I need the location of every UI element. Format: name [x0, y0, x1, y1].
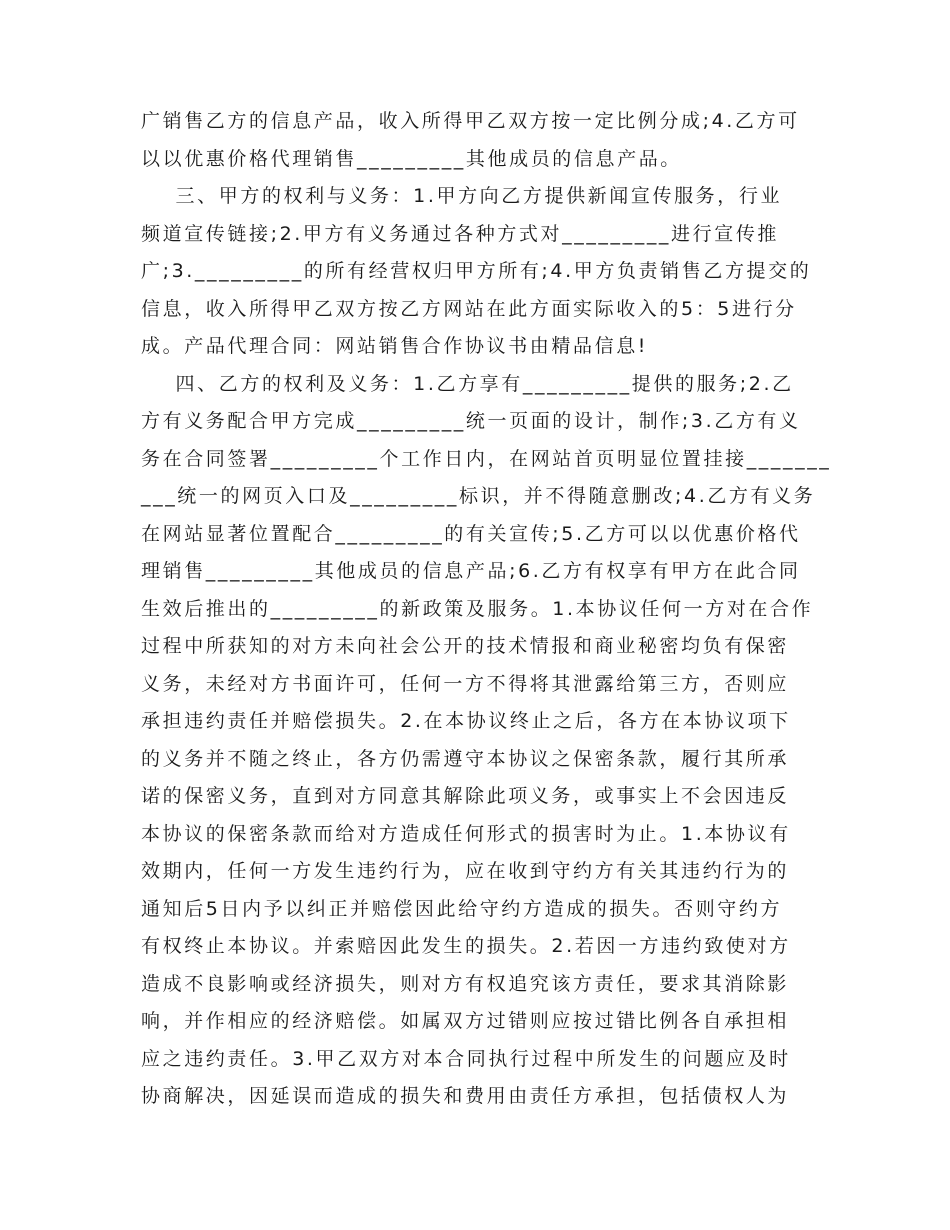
- text-line: 务在合同签署_________个工作日内，在网站首页明显位置挂接_______: [141, 447, 832, 470]
- text-line: 有权终止本协议。并索赔因此发生的损失。2.若因一方违约致使对方: [141, 935, 791, 957]
- text-line: 以以优惠价格代理销售_________其他成员的信息产品。: [141, 147, 682, 170]
- text-line: 本协议的保密条款而给对方造成任何形式的损害时为止。1.本协议有: [141, 822, 791, 845]
- text-line: 生效后推出的_________的新政策及服务。1.本协议任何一方对在合作: [141, 597, 814, 620]
- contract-body-text: [141, 103, 832, 1116]
- text-line: 通知后5日内予以纠正并赔偿因此给守约方造成的损失。否则守约方: [141, 897, 783, 920]
- text-line: 广销售乙方的信息产品，收入所得甲乙双方按一定比例分成;4.乙方可: [141, 110, 800, 132]
- text-line: 响，并作相应的经济赔偿。如属双方过错则应按过错比例各自承担相: [141, 1010, 790, 1032]
- text-line: 承担违约责任并赔偿损失。2.在本协议终止之后，各方在本协议项下: [141, 710, 791, 732]
- text-line: 诺的保密义务，直到对方同意其解除此项义务，或事实上不会因违反: [141, 785, 790, 807]
- text-line: 信息，收入所得甲乙双方按乙方网站在此方面实际收入的5：5进行分: [141, 297, 797, 320]
- text-line: 三、甲方的权利与义务：1.甲方向乙方提供新闻宣传服务，行业: [141, 185, 783, 207]
- text-line: 方有义务配合甲方完成_________统一页面的设计，制作;3.乙方有义: [141, 410, 801, 432]
- text-line: 广;3._________的所有经营权归甲方所有;4.甲方负责销售乙方提交的: [141, 260, 812, 282]
- text-line: 造成不良影响或经济损失，则对方有权追究该方责任，要求其消除影: [141, 972, 790, 995]
- text-line: 过程中所获知的对方未向社会公开的技术情报和商业秘密均负有保密: [141, 635, 790, 657]
- text-line: 协商解决，因延误而造成的损失和费用由责任方承担，包括债权人为: [141, 1085, 790, 1107]
- text-line: ___统一的网页入口及_________标识，并不得随意删改;4.乙方有义务: [141, 485, 816, 507]
- text-line: 频道宣传链接;2.甲方有义务通过各种方式对_________进行宣传推: [141, 222, 780, 245]
- text-line: 义务，未经对方书面许可，任何一方不得将其泄露给第三方，否则应: [141, 672, 790, 695]
- text-line: 应之违约责任。3.甲乙双方对本合同执行过程中所发生的问题应及时: [141, 1047, 791, 1070]
- text-line: 效期内，任何一方发生违约行为，应在收到守约方有关其违约行为的: [141, 860, 790, 882]
- text-line: 成。产品代理合同：网站销售合作协议书由精品信息!: [141, 335, 649, 357]
- text-line: 的义务并不随之终止，各方仍需遵守本协议之保密条款，履行其所承: [141, 747, 790, 770]
- text-line: 四、乙方的权利及义务：1.乙方享有_________提供的服务;2.乙: [141, 372, 794, 395]
- text-line: 理销售_________其他成员的信息产品;6.乙方有权享有甲方在此合同: [141, 560, 801, 582]
- text-line: 在网站显著位置配合_________的有关宣传;5.乙方可以以优惠价格代: [141, 522, 801, 545]
